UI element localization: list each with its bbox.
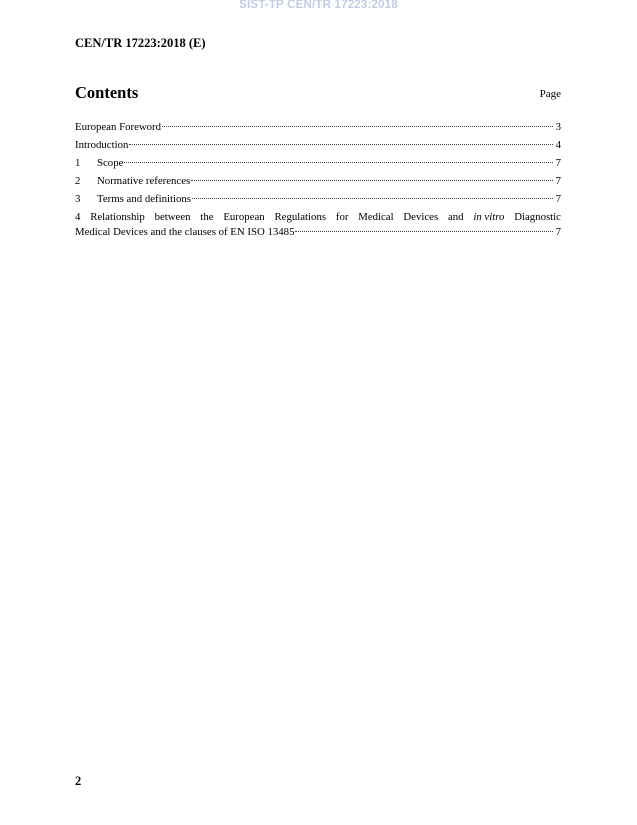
- toc-entry-title-line-2: [75, 225, 561, 240]
- toc-entry-page: 4: [555, 139, 561, 151]
- toc-entry-title: Normative references: [97, 175, 191, 187]
- page-number: 2: [75, 774, 82, 788]
- toc-entry-introduction[interactable]: [75, 136, 561, 154]
- toc-entry-number: 1: [75, 157, 81, 169]
- toc-leader-dots: [129, 144, 552, 145]
- table-of-contents: [75, 118, 561, 240]
- toc-entry-page: 7: [555, 157, 561, 169]
- toc-leader-dots: [124, 162, 552, 163]
- toc-entry-scope[interactable]: [75, 154, 561, 172]
- toc-entry-page: 3: [555, 121, 561, 133]
- toc-leader-dots: [191, 180, 552, 181]
- toc-entry-page: 7: [555, 193, 561, 205]
- toc-entry-number: 2: [75, 175, 81, 187]
- toc-entry-title: Terms and definitions: [97, 193, 191, 205]
- toc-entry-title: Scope: [97, 157, 124, 169]
- toc-entry-normative-references[interactable]: [75, 172, 561, 190]
- toc-entry-title-line-1: 4 Relationship between the European Regulations for Medical Devices and in vitro Diagnostic: [75, 211, 561, 223]
- toc-leader-dots: [192, 198, 553, 199]
- toc-entry-italic-text: in vitro: [473, 211, 505, 223]
- toc-entry-page: 7: [555, 175, 561, 187]
- toc-leader-dots: [295, 231, 552, 232]
- toc-entry-title: Medical Devices and the clauses of EN ISO 13485: [75, 226, 295, 238]
- toc-entry-european-foreword[interactable]: [75, 118, 561, 136]
- toc-entry-terms-and-definitions[interactable]: [75, 190, 561, 208]
- toc-entry-title: Introduction: [75, 139, 129, 151]
- toc-entry-title: European Foreword: [75, 121, 162, 133]
- toc-entry-page: 7: [555, 226, 561, 238]
- document-id-header: CEN/TR 17223:2018 (E): [75, 36, 206, 50]
- watermark: SIST-TP CEN/TR 17223:2018: [239, 0, 398, 11]
- toc-entry-number: 3: [75, 193, 81, 205]
- toc-leader-dots: [162, 126, 553, 127]
- toc-entry-number: 4: [75, 211, 81, 223]
- page-column-label: Page: [539, 88, 561, 100]
- contents-heading: Contents: [75, 83, 139, 102]
- toc-entry-relationship[interactable]: [75, 210, 561, 240]
